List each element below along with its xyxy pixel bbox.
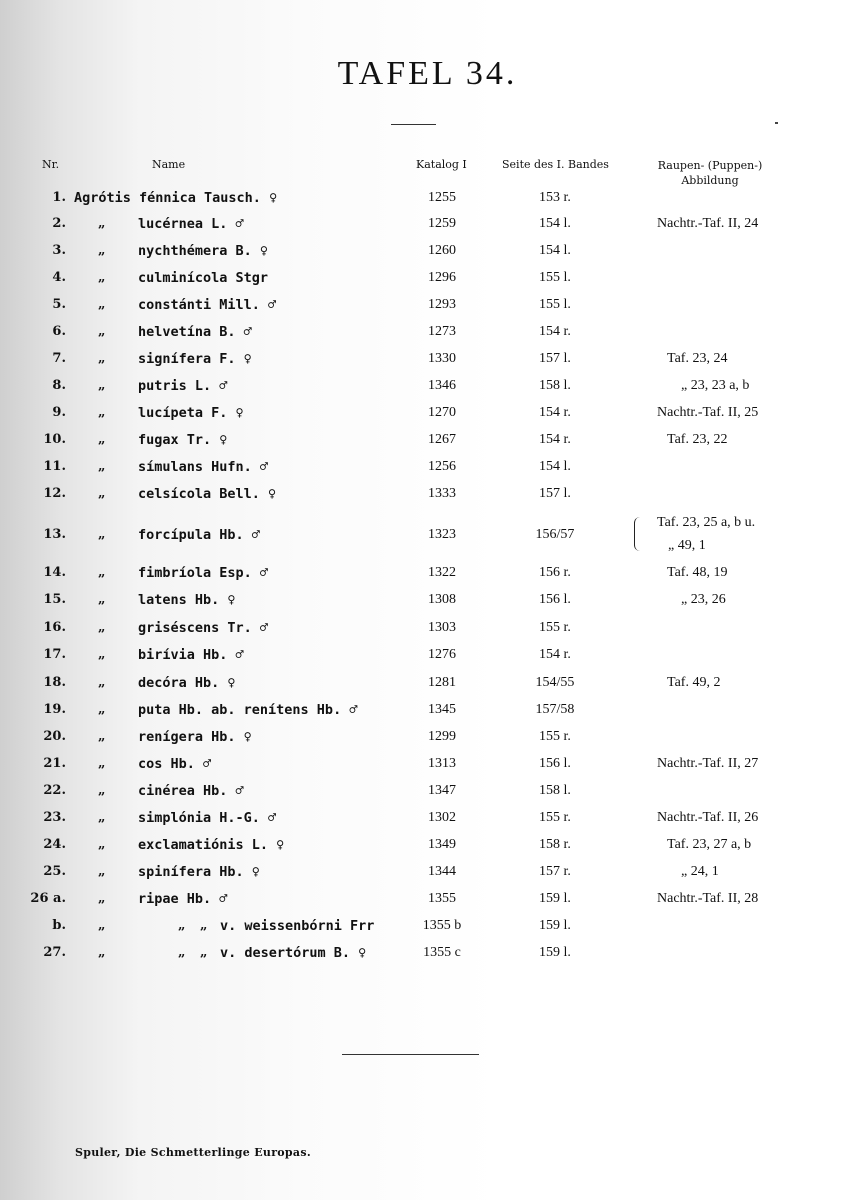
table-row [0,405,855,427]
row-number: 14. [43,565,66,580]
species-name: v. desertórum B. ♀ [220,945,367,961]
table-row [0,810,855,832]
katalog-number: 1344 [428,864,456,879]
species-name: cinérea Hb. ♂ [138,783,244,799]
ditto-mark: „ [98,702,106,717]
species-name: birívia Hb. ♂ [138,647,244,663]
species-name: puta Hb. ab. renítens Hb. ♂ [138,702,358,718]
ditto-mark: „ [98,243,106,258]
ditto-mark: „ [98,620,106,635]
table-row [0,216,855,238]
species-name: v. weissenbórni Frr [220,918,375,934]
ditto-mark: „ [98,432,106,447]
page-reference: 159 l. [539,891,571,906]
table-row [0,378,855,400]
species-name: cos Hb. ♂ [138,756,212,772]
table-row [0,891,855,913]
species-name: putris L. ♂ [138,378,228,394]
page-reference: 157 l. [539,351,571,366]
table-row [0,190,855,212]
page-reference: 157 r. [539,864,571,879]
illustration-reference: Nachtr.-Taf. II, 26 [657,810,759,825]
page-reference: 154 l. [539,459,571,474]
illustration-reference: Taf. 23, 22 [667,432,728,447]
katalog-number: 1260 [428,243,456,258]
table-row [0,432,855,454]
header-raupen [640,158,780,188]
species-name: latens Hb. ♀ [138,592,236,608]
table-row [0,620,855,642]
row-number: 15. [43,592,66,607]
table-row [0,702,855,724]
katalog-number: 1333 [428,486,456,501]
page-reference: 158 l. [539,783,571,798]
bottom-rule [342,1054,479,1055]
ditto-mark: „ [98,783,106,798]
ditto-mark: „ [98,729,106,744]
page-reference: 154/55 [535,675,575,690]
page-reference: 158 l. [539,378,571,393]
katalog-number: 1308 [428,592,456,607]
page-reference: 157/58 [535,702,575,717]
table-row [0,729,855,751]
ditto-mark: „ [98,810,106,825]
footer-source: Spuler, Die Schmetterlinge Europas. [75,1146,311,1159]
page-reference: 155 l. [539,297,571,312]
species-name: forcípula Hb. ♂ [138,527,260,543]
ditto-mark: „ [178,918,186,933]
row-number: 1. [52,190,66,205]
species-name: constánti Mill. ♂ [138,297,277,313]
row-number: 26 a. [30,891,66,906]
katalog-number: 1302 [428,810,456,825]
species-name: fimbríola Esp. ♂ [138,565,269,581]
row-number: 25. [43,864,66,879]
ditto-mark: „ [98,592,106,607]
page-reference: 155 l. [539,270,571,285]
ditto-mark: „ [98,378,106,393]
page-reference: 153 r. [539,190,571,205]
row-number: 9. [52,405,66,420]
illustration-reference: „ 24, 1 [681,864,719,879]
species-name: spinífera Hb. ♀ [138,864,260,880]
ditto-mark: „ [98,647,106,662]
illustration-reference: „ 23, 26 [681,592,726,607]
row-number: 7. [52,351,66,366]
katalog-number: 1255 [428,190,456,205]
ditto-mark: „ [98,486,106,501]
illustration-reference: Nachtr.-Taf. II, 25 [657,405,759,420]
row-number: 10. [43,432,66,447]
page-reference: 156 l. [539,592,571,607]
header-nr: Nr. [42,158,60,171]
header-katalog: Katalog I [416,158,467,171]
katalog-number: 1347 [428,783,456,798]
katalog-number: 1281 [428,675,456,690]
row-number: 19. [43,702,66,717]
ditto-mark: „ [98,565,106,580]
ditto-mark: „ [98,216,106,231]
ditto-mark: „ [98,324,106,339]
species-name: decóra Hb. ♀ [138,675,236,691]
ditto-mark: „ [98,756,106,771]
table-row [0,297,855,319]
katalog-number: 1330 [428,351,456,366]
species-name: exclamatiónis L. ♀ [138,837,285,853]
illustration-reference: Taf. 49, 2 [667,675,721,690]
ditto-mark: „ [98,405,106,420]
katalog-number: 1345 [428,702,456,717]
ditto-mark: „ [200,918,208,933]
row-number: 2. [52,216,66,231]
katalog-number: 1256 [428,459,456,474]
species-name: griséscens Tr. ♂ [138,620,269,636]
row-number: 21. [43,756,66,771]
katalog-number: 1322 [428,565,456,580]
katalog-number: 1346 [428,378,456,393]
katalog-number: 1303 [428,620,456,635]
row-number: 23. [43,810,66,825]
row-number: 3. [52,243,66,258]
ditto-mark: „ [98,864,106,879]
table-row [0,783,855,805]
page-reference: 158 r. [539,837,571,852]
table-row [0,675,855,697]
page-reference: 159 l. [539,945,571,960]
page-reference: 157 l. [539,486,571,501]
page-reference: 154 r. [539,405,571,420]
table-row [0,324,855,346]
ditto-mark: „ [98,918,106,933]
header-name: Name [152,158,186,171]
page-reference: 154 r. [539,647,571,662]
katalog-number: 1349 [428,837,456,852]
katalog-number: 1323 [428,527,456,542]
row-number: 20. [43,729,66,744]
table-row [0,945,855,967]
ditto-mark: „ [98,297,106,312]
table-row [0,515,855,553]
table-row [0,756,855,778]
page-reference: 159 l. [539,918,571,933]
ditto-mark: „ [98,675,106,690]
illustration-reference: Taf. 23, 24 [667,351,728,366]
page-reference: 156/57 [535,527,575,542]
ditto-mark: „ [200,945,208,960]
title-rule [391,124,436,125]
brace-row-13 [634,517,642,551]
header-seite: Seite des I. Bandes [502,158,609,171]
speck [775,122,778,124]
species-name: simplónia H.-G. ♂ [138,810,277,826]
row-number: 8. [52,378,66,393]
page-reference: 154 r. [539,324,571,339]
katalog-number: 1313 [428,756,456,771]
illustration-reference: Nachtr.-Taf. II, 24 [657,216,759,231]
species-name: signífera F. ♀ [138,351,252,367]
row-number: 18. [43,675,66,690]
row-number: 17. [43,647,66,662]
species-name: helvetína B. ♂ [138,324,252,340]
katalog-number: 1355 b [422,918,462,933]
katalog-number: 1296 [428,270,456,285]
ditto-mark: „ [98,270,106,285]
page-reference: 155 r. [539,729,571,744]
species-name: lucérnea L. ♂ [138,216,244,232]
table-row [0,565,855,587]
katalog-number: 1270 [428,405,456,420]
ditto-mark: „ [98,891,106,906]
species-name: fugax Tr. ♀ [138,432,228,448]
row-number: 12. [43,486,66,501]
katalog-number: 1267 [428,432,456,447]
row-number: 27. [43,945,66,960]
katalog-number: 1355 c [423,945,461,960]
row-number: 24. [43,837,66,852]
illustration-reference: „ 23, 23 a, b [681,378,750,393]
illustration-reference: Taf. 23, 25 a, b u. [657,515,756,530]
page-reference: 155 r. [539,620,571,635]
species-name: Agrótis fénnica Tausch. ♀ [74,190,278,206]
ditto-mark: „ [98,351,106,366]
page-reference: 154 r. [539,432,571,447]
illustration-reference: Taf. 23, 27 a, b [667,837,752,852]
ditto-mark: „ [98,527,106,542]
ditto-mark: „ [98,459,106,474]
illustration-reference-2: „ 49, 1 [668,538,706,553]
page-title: TAFEL 34. [337,55,518,92]
table-row [0,837,855,859]
page-reference: 156 l. [539,756,571,771]
ditto-mark: „ [98,945,106,960]
katalog-number: 1355 [428,891,456,906]
illustration-reference: Taf. 48, 19 [667,565,728,580]
species-name: renígera Hb. ♀ [138,729,252,745]
row-number: b. [52,918,66,933]
table-row [0,864,855,886]
table-row [0,243,855,265]
row-number: 6. [52,324,66,339]
illustration-reference: Nachtr.-Taf. II, 28 [657,891,759,906]
species-name: nychthémera B. ♀ [138,243,269,259]
table-row [0,647,855,669]
species-name: ripae Hb. ♂ [138,891,228,907]
row-number: 11. [43,459,66,474]
ditto-mark: „ [178,945,186,960]
header-raupen-line1: Raupen- (Puppen-) [657,159,763,172]
species-name: lucípeta F. ♀ [138,405,244,421]
katalog-number: 1259 [428,216,456,231]
ditto-mark: „ [98,837,106,852]
row-number: 4. [52,270,66,285]
header-raupen-line2: Abbildung [681,174,739,187]
page-reference: 154 l. [539,216,571,231]
page-reference: 154 l. [539,243,571,258]
table-row [0,486,855,508]
row-number: 13. [43,527,66,542]
row-number: 16. [43,620,66,635]
katalog-number: 1293 [428,297,456,312]
row-number: 22. [43,783,66,798]
page-reference: 155 r. [539,810,571,825]
table-row [0,918,855,940]
row-number: 5. [52,297,66,312]
table-row [0,592,855,614]
species-name: culminícola Stgr [138,270,269,286]
katalog-number: 1299 [428,729,456,744]
katalog-number: 1273 [428,324,456,339]
table-row [0,351,855,373]
illustration-reference: Nachtr.-Taf. II, 27 [657,756,759,771]
katalog-number: 1276 [428,647,456,662]
table-row [0,270,855,292]
species-name: símulans Hufn. ♂ [138,459,269,475]
table-row [0,459,855,481]
species-name: celsícola Bell. ♀ [138,486,277,502]
page-reference: 156 r. [539,565,571,580]
